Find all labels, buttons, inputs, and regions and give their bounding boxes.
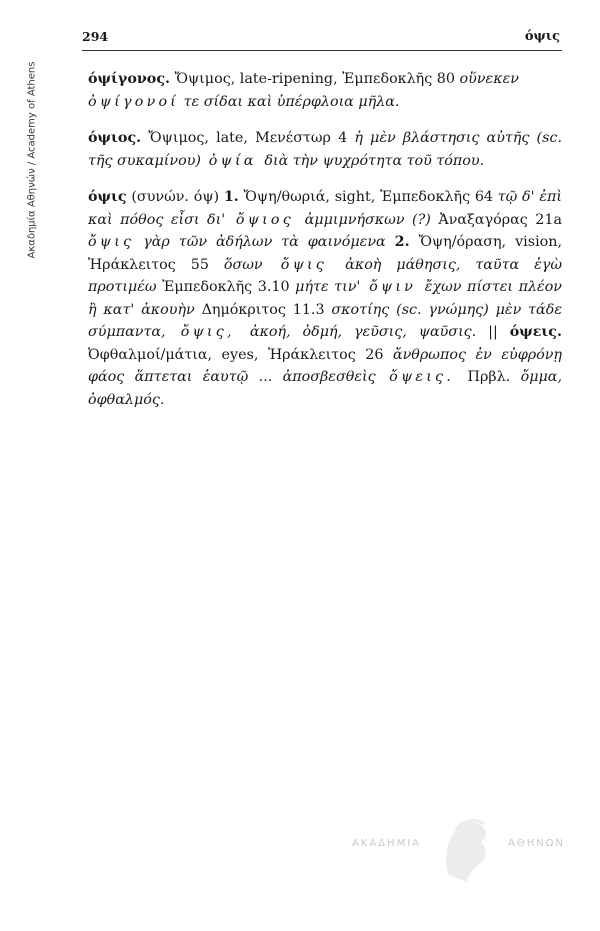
- lemma-form: ὀψίγονοί: [88, 93, 180, 110]
- entry-text: Πρβλ.: [467, 369, 521, 385]
- entry-headword: όψεις.: [509, 324, 562, 340]
- quotation-text: σκοτίης (sc. γνώμης) μὲν τάδε σύμπαντα,: [88, 301, 562, 340]
- lemma-form: ὀψία: [200, 152, 265, 169]
- watermark-text-left: ΑΚΑΔΗΜΙΑ: [352, 838, 422, 849]
- quotation-text: μήτε τιν': [295, 279, 361, 295]
- quotation-text: τῷ δ' ἐπὶ καὶ πόθος εἶσι δι': [88, 189, 562, 228]
- quotation-text: ἀμμιμνήσκων (?): [304, 211, 431, 228]
- entry-opsios: [88, 127, 562, 172]
- entry-text: Δημόκριτος 11.3: [194, 301, 332, 318]
- header-rule: [82, 50, 562, 51]
- dictionary-entries: [88, 68, 562, 411]
- quotation-text: τε σίδαι καὶ ὑπέρφλοια μῆλα.: [179, 93, 400, 110]
- lemma-form: ὄψεις.: [375, 369, 468, 385]
- quotation-text: ἄνθρωπος ἐν εὐφρόνῃ φάος ἅπτεται ἑαυτῷ ...: [88, 346, 562, 385]
- lemma-form: ὄψις: [262, 256, 346, 273]
- page-number: 294: [82, 29, 109, 44]
- quotation-text: (sc. τῆς συκαμίνου): [88, 130, 562, 169]
- entry-text: Ὄψη/όραση, vision, Ἡράκλειτος 55: [88, 234, 562, 273]
- entry-text: Ἐμπεδοκλῆς 3.10: [156, 279, 296, 295]
- sense-number: 1.: [223, 189, 239, 205]
- entry-text: ||: [476, 324, 510, 340]
- quotation-text: οὕνεκεν: [459, 71, 519, 87]
- entry-headword: όψιος.: [88, 130, 142, 146]
- entry-text: Ὄψιμος, late-ripening, Ἐμπεδοκλῆς 80: [170, 71, 460, 87]
- quotation-text: ἡ μὲν βλάστησις αὐτῆς: [354, 130, 530, 146]
- entry-opsis: [88, 186, 562, 411]
- watermark-text-right: ΑΘΗΝΩΝ: [508, 838, 565, 849]
- entry-text: Ἀναξαγόρας 21a: [430, 211, 563, 228]
- lemma-form: ὄψιν: [360, 279, 425, 295]
- running-head: όψις: [524, 29, 560, 44]
- entry-text: Ὄψη/θωριά, sight, Ἐμπεδοκλῆς 64: [238, 189, 498, 205]
- quotation-text: ἀκοὴ μάθησις, ταῦτα ἐγὼ προτιμέω: [88, 256, 562, 295]
- quotation-text: γὰρ τῶν ἀδήλων τὰ φαινόμενα: [134, 234, 395, 250]
- academy-seal-icon: [436, 812, 496, 884]
- sense-number: 2.: [394, 234, 410, 250]
- quotation-text: ὅσων: [223, 256, 263, 273]
- entry-opsigonos: [88, 68, 562, 113]
- page-header: [82, 29, 562, 49]
- lemma-form: ὄψις: [88, 234, 135, 250]
- entry-headword: όψίγονος.: [88, 71, 171, 87]
- quotation-text: ἀποσβεσθεὶς: [272, 369, 376, 385]
- entry-headword: όψις: [88, 189, 127, 205]
- entry-text: (συνών. όψ): [126, 189, 224, 205]
- quotation-text: ὄμμα, ὀφθαλμός.: [88, 369, 562, 408]
- lemma-form: ὄψις,: [165, 324, 250, 340]
- lemma-form: ὄψιος: [225, 211, 305, 228]
- entry-text: Ὀφθαλμοί/μάτια, eyes, Ἡράκλειτος 26: [88, 346, 393, 363]
- entry-text: Ὄψιμος, late, Μενέστωρ 4: [141, 130, 355, 146]
- quotation-text: διὰ τὴν ψυχρότητα τοῦ τόπου.: [264, 152, 485, 169]
- archive-label-text: Ακαδημία Αθηνών / Academy of Athens: [26, 61, 38, 259]
- quotation-text: ἀκοή, ὀδμή, γεῦσις, ψαῦσις.: [249, 324, 477, 340]
- archive-side-label: [22, 40, 42, 280]
- quotation-text: ἔχων πίστει πλέον ἢ κατ' ἀκουὴν: [88, 279, 563, 318]
